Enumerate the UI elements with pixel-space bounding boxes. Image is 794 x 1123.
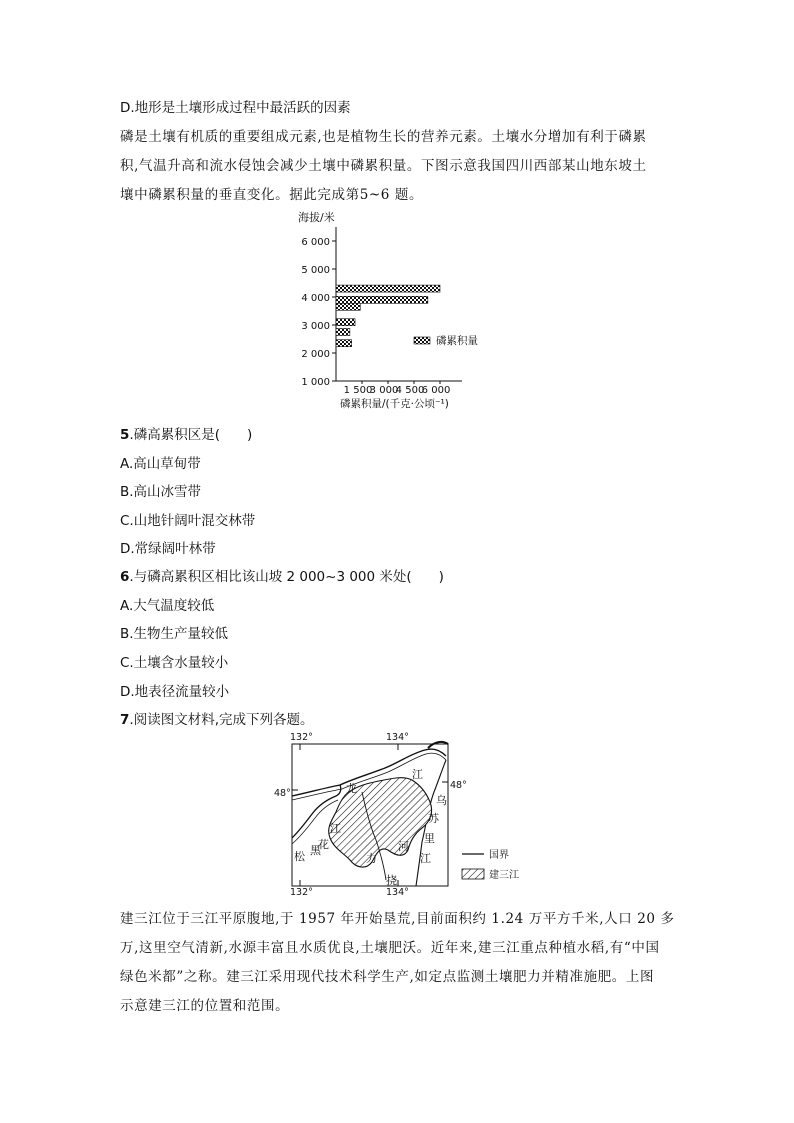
lon-label: 132° <box>290 887 313 898</box>
x-tick-label: 3 000 <box>369 385 399 396</box>
legend-border-label: 国界 <box>489 850 509 861</box>
passage-line: 绿色米都”之称。建三江采用现代技术科学生产,如定点监测土壤肥力并精准施肥。上图 <box>120 969 655 985</box>
x-tick-label: 6 000 <box>421 385 451 396</box>
passage-line: 壤中磷累积量的垂直变化。据此完成第5~6 题。 <box>120 187 424 203</box>
option-a: A.大气温度较低 <box>120 598 215 614</box>
river-char: 乌 <box>436 794 447 807</box>
river-char: 江 <box>412 768 423 781</box>
passage-line: 磷是土壤有机质的重要组成元素,也是植物生长的营养元素。土壤水分增加有利于磷累 <box>120 129 647 145</box>
question-text: .与磷高累积区相比该山坡 2 000~3 000 米处( ) <box>129 569 444 585</box>
river-char: 松 <box>294 850 305 863</box>
legend-swatch <box>414 337 430 344</box>
question-stem <box>120 708 314 728</box>
passage-line: 示意建三江的位置和范围。 <box>120 998 290 1014</box>
y-tick-label: 2 000 <box>301 349 330 360</box>
question-number: 7 <box>120 712 130 728</box>
jiansanjiang-map <box>270 730 550 900</box>
river-char: 江 <box>420 852 431 865</box>
bar <box>336 303 360 310</box>
question-number: 6 <box>120 569 130 585</box>
x-tick-label: 4 500 <box>395 385 425 396</box>
river-char: 里 <box>424 832 435 845</box>
river-char: 苏 <box>428 812 439 825</box>
river-char: 花 <box>318 838 329 851</box>
lon-label: 132° <box>290 732 313 743</box>
question-stem <box>120 423 252 443</box>
legend-area-swatch <box>462 869 484 879</box>
y-tick-label: 4 000 <box>301 293 330 304</box>
bar <box>336 296 428 303</box>
option-d: D.常绿阔叶林带 <box>120 541 216 557</box>
passage-line: 建三江位于三江平原腹地,于 1957 年开始垦荒,目前面积约 1.24 万平方千米,人口 20 多 <box>120 911 675 927</box>
river-char: 挠 <box>386 874 397 887</box>
lon-label: 134° <box>386 732 409 743</box>
bar <box>336 285 440 292</box>
question-text: .阅读图文材料,完成下列各题。 <box>129 712 314 728</box>
river-char: 黑 <box>310 844 321 857</box>
y-tick-label: 1 000 <box>301 377 330 388</box>
lat-label: 48° <box>450 780 467 791</box>
river-char: 力 <box>366 852 377 865</box>
x-tick-label: 1 500 <box>343 385 373 396</box>
legend-label: 磷累积量 <box>436 335 478 347</box>
lat-label: 48° <box>274 788 291 799</box>
passage-line: 万,这里空气清新,水源丰富且水质优良,土壤肥沃。近年来,建三江重点种植水稻,有“中国 <box>120 940 660 956</box>
question-text: .磷高累积区是( ) <box>129 427 253 443</box>
option-b: B.高山冰雪带 <box>120 484 202 500</box>
question-number: 5 <box>120 427 130 443</box>
x-axis-label: 磷累积量/(千克·公顷⁻¹) <box>340 398 449 410</box>
bar <box>336 319 355 326</box>
river-char: 河 <box>398 840 409 853</box>
river-char: 龙 <box>346 782 357 795</box>
option-d: D.地表径流量较小 <box>120 684 230 700</box>
bar <box>336 329 350 336</box>
river-char: 江 <box>330 822 341 835</box>
bar <box>336 340 352 347</box>
legend-area-label: 建三江 <box>489 870 519 881</box>
phosphorus-chart <box>290 205 520 415</box>
passage-line: 积,气温升高和流水侵蚀会减少土壤中磷累积量。下图示意我国四川西部某山地东坡土 <box>120 158 647 174</box>
option-b: B.生物生产量较低 <box>120 626 229 642</box>
option-a: A.高山草甸带 <box>120 456 201 472</box>
question-stem <box>120 565 444 585</box>
y-tick-label: 3 000 <box>301 321 330 332</box>
y-tick-label: 5 000 <box>301 265 330 276</box>
option-c: C.山地针阔叶混交林带 <box>120 513 256 529</box>
lon-label: 134° <box>386 887 409 898</box>
option-c: C.土壤含水量较小 <box>120 655 229 671</box>
y-axis-label: 海拔/米 <box>298 211 335 224</box>
y-tick-label: 6 000 <box>301 237 330 248</box>
option-d-q4: D.地形是土壤形成过程中最活跃的因素 <box>120 100 351 116</box>
